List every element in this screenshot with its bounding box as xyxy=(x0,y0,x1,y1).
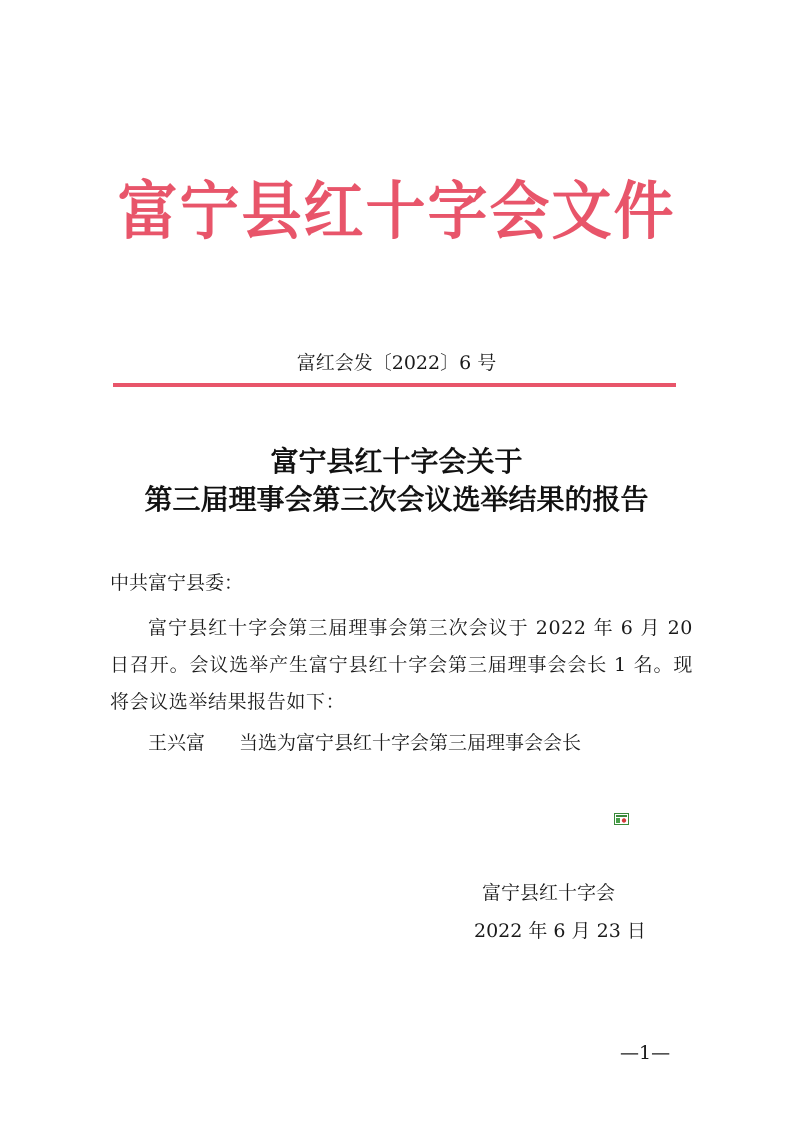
elected-position: 当选为富宁县红十字会第三届理事会会长 xyxy=(239,732,582,754)
masthead-title: 富宁县红十字会文件 xyxy=(117,175,676,249)
page-number: —1— xyxy=(620,1042,671,1064)
body-paragraph: 富宁县红十字会第三届理事会第三次会议于 2022 年 6 月 20 日召开。会议选举产生富宁县红十字会第三届理事会会长 1 名。现将会议选举结果报告如下： xyxy=(110,617,693,713)
report-title-line-1: 富宁县红十字会关于 xyxy=(270,445,523,478)
red-divider-line xyxy=(113,383,676,387)
seal-image-icon xyxy=(614,810,629,822)
report-title-line-2: 第三届理事会第三次会议选举结果的报告 xyxy=(144,483,649,516)
elected-person-name: 王兴富 xyxy=(148,732,206,754)
election-result xyxy=(148,730,581,756)
document-number: 富红会发〔2022〕6 号 xyxy=(296,352,497,374)
signature-organization: 富宁县红十字会 xyxy=(482,882,616,904)
signature-date: 2022 年 6 月 23 日 xyxy=(474,920,646,942)
addressee: 中共富宁县委： xyxy=(110,572,244,594)
